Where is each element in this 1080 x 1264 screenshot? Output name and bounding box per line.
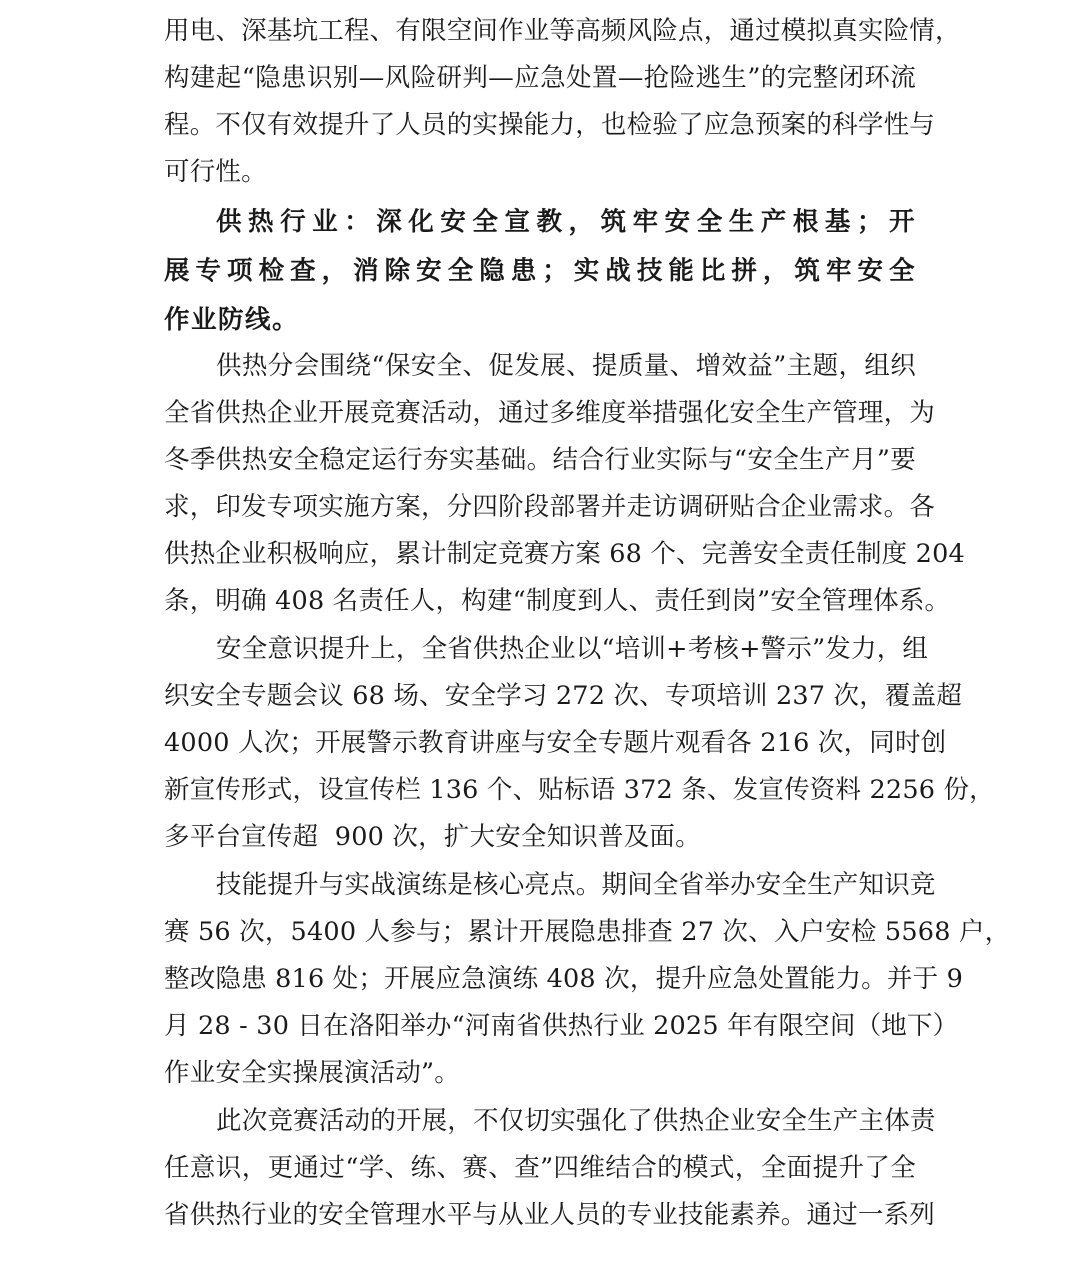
- para1-line-2: 全省供热企业开展竞赛活动，通过多维度举措强化安全生产管理，为: [164, 398, 936, 428]
- para1-line-6: 条，明确 408 名责任人，构建“制度到人、责任到岗”安全管理体系。: [164, 586, 951, 616]
- para4-line-1: 此次竞赛活动的开展，不仅切实强化了供热企业安全生产主体责: [216, 1106, 936, 1136]
- para2-line-3: 4000 人次；开展警示教育讲座与安全专题片观看各 216 次，同时创: [164, 728, 947, 758]
- para3-line-5: 作业安全实操展演活动”。: [164, 1058, 460, 1088]
- para2-line-2: 织安全专题会议 68 场、安全学习 272 次、专项培训 237 次，覆盖超: [164, 681, 963, 711]
- para3-line-3: 整改隐患 816 处；开展应急演练 408 次，提升应急处置能力。并于 9: [164, 964, 963, 994]
- para3-line-1: 技能提升与实战演练是核心亮点。期间全省举办安全生产知识竞: [216, 870, 936, 900]
- para4-line-2: 任意识，更通过“学、练、赛、查”四维结合的模式，全面提升了全: [164, 1153, 916, 1183]
- para2-line-1: 安全意识提升上，全省供热企业以“培训+考核+警示”发力，组: [216, 634, 929, 664]
- para4-line-3: 省供热行业的安全管理水平与从业人员的专业技能素养。通过一系列: [164, 1200, 936, 1230]
- para1-line-4: 求，印发专项实施方案，分四阶段部署并走访调研贴合企业需求。各: [164, 492, 936, 522]
- para3-line-4: 月 28 - 30 日在洛阳举办“河南省供热行业 2025 年有限空间（地下）: [164, 1011, 959, 1041]
- para3-line-2: 赛 56 次，5400 人参与；累计开展隐患排查 27 次、入户安检 5568 户，: [164, 917, 1011, 947]
- para2-line-4: 新宣传形式，设宣传栏 136 个、贴标语 372 条、发宣传资料 2256 份，: [164, 775, 995, 805]
- para2-line-5: 多平台宣传超 900 次，扩大安全知识普及面。: [164, 822, 701, 852]
- para1-line-5: 供热企业积极响应，累计制定竞赛方案 68 个、完善安全责任制度 204: [164, 539, 965, 569]
- intro-line-3: 程。不仅有效提升了人员的实操能力，也检验了应急预案的科学性与: [164, 110, 936, 140]
- para1-line-1: 供热分会围绕“保安全、促发展、提质量、增效益”主题，组织: [216, 351, 916, 381]
- section-heading-line-1: 供热行业：深化安全宣教，筑牢安全生产根基；开: [216, 207, 916, 237]
- section-heading-line-3: 作业防线。: [164, 305, 300, 335]
- section-heading-line-2: 展专项检查，消除安全隐患；实战技能比拼，筑牢安全: [164, 256, 916, 286]
- intro-line-1: 用电、深基坑工程、有限空间作业等高频风险点，通过模拟真实险情，: [164, 16, 961, 46]
- intro-line-4: 可行性。: [164, 157, 267, 187]
- para1-line-3: 冬季供热安全稳定运行夯实基础。结合行业实际与“安全生产月”要: [164, 445, 916, 475]
- intro-line-2: 构建起“隐患识别—风险研判—应急处置—抢险逃生”的完整闭环流: [164, 63, 916, 93]
